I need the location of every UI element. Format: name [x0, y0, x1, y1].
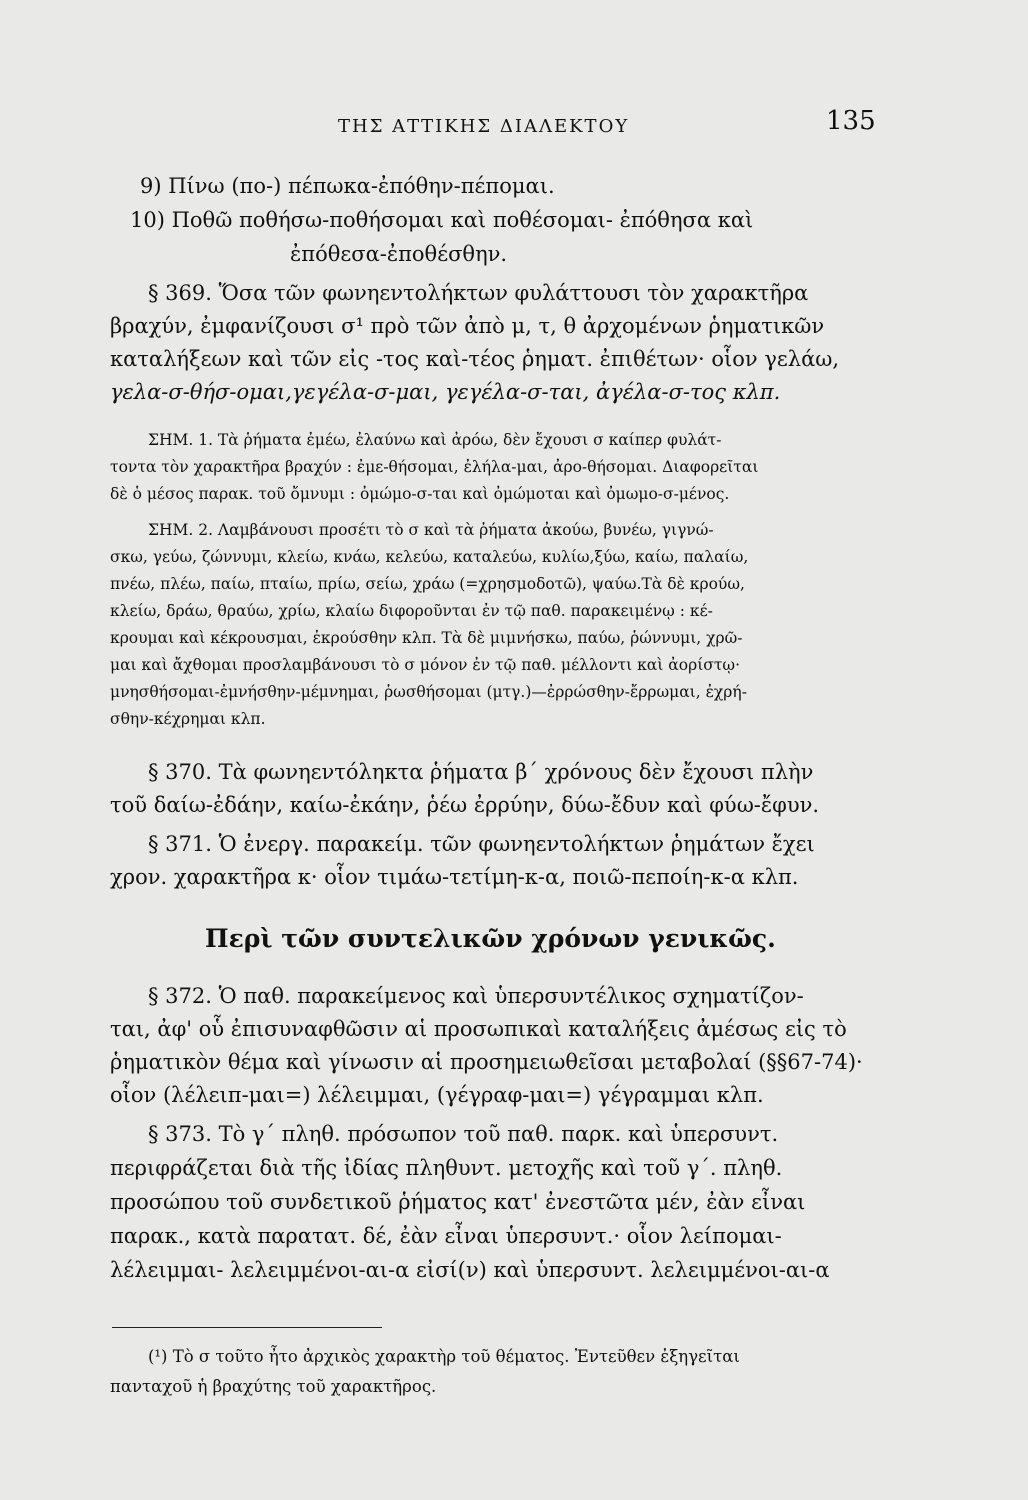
- text-line: βραχύν, ἐμφανίζουσι σ¹ πρὸ τῶν ἀπὸ μ, τ, θ ἀρχομένων ῥηματικῶν: [110, 314, 825, 338]
- page-header: [0, 106, 1028, 146]
- text-line: § 369. Ὅσα τῶν φωνηεντολήκτων φυλάττουσι τὸν χαρακτῆρα: [148, 281, 809, 305]
- text-line: σκω, γεύω, ζώννυμι, κλείω, κνάω, κελεύω, καταλεύω, κυλίω,ξύω, καίω, παλαίω,: [110, 548, 749, 566]
- section-heading: Περὶ τῶν συντελικῶν χρόνων γενικῶς.: [205, 924, 776, 953]
- text-line: χρον. χαρακτῆρα κ· οἷον τιμάω-τετίμη-κ-α, ποιῶ-πεποίη-κ-α κλπ.: [110, 865, 799, 889]
- verb-entry-9: 9) Πίνω (πο-) πέπωκα-ἐπόθην-πέπομαι.: [140, 174, 555, 198]
- text-line: πανταχοῦ ἡ βραχύτης τοῦ χαρακτῆρος.: [110, 1377, 437, 1396]
- text-line: προσώπου τοῦ συνδετικοῦ ῥήματος κατ' ἐνεστῶτα μέν, ἐὰν εἶναι: [110, 1190, 806, 1214]
- text-line: πνέω, πλέω, παίω, πταίω, πρίω, σείω, χράω (=χρησμοδοτῶ), ψαύω.Τὰ δὲ κρούω,: [110, 575, 745, 593]
- text-line: κρουμαι καὶ κέκρουσμαι, ἐκρούσθην κλπ. Τὰ δὲ μιμνήσκω, παύω, ῥώννυμι, χρῶ-: [110, 629, 743, 647]
- verb-entry-10: 10) Ποθῶ ποθήσω-ποθήσομαι καὶ ποθέσομαι- ἐπόθησα καὶ: [130, 208, 754, 232]
- footnote-rule: [112, 1327, 382, 1328]
- text-line: ῥηματικὸν θέμα καὶ γίνωσιν αἱ προσημειωθεῖσαι μεταβολαί (§§67-74)·: [110, 1050, 863, 1074]
- text-line: § 370. Τὰ φωνηεντόληκτα ῥήματα β΄ χρόνους δὲν ἔχουσι πλὴν: [148, 760, 814, 784]
- text-line: § 372. Ὁ παθ. παρακείμενος καὶ ὑπερσυντέλικος σχηματίζον-: [148, 984, 804, 1008]
- text-line: οἷον (λέλειπ-μαι=) λέλειμμαι, (γέγραφ-μαι=) γέγραμμαι κλπ.: [110, 1083, 764, 1107]
- page-number: 135: [826, 106, 876, 136]
- text-line: γελα-σ-θήσ-ομαι,γεγέλα-σ-μαι, γεγέλα-σ-ται, ἀγέλα-σ-τος κλπ.: [110, 380, 781, 404]
- text-line: κλείω, δράω, θραύω, χρίω, κλαίω διφοροῦνται ἐν τῷ παθ. παρακειμένῳ : κέ-: [110, 602, 713, 620]
- text-line: περιφράζεται διὰ τῆς ἰδίας πληθυντ. μετοχῆς καὶ τοῦ γ΄. πληθ.: [110, 1156, 783, 1180]
- text-line: καταλήξεων καὶ τῶν εἰς -τος καὶ-τέος ῥηματ. ἐπιθέτων· οἷον γελάω,: [110, 347, 840, 371]
- text-line: (¹) Τὸ σ τοῦτο ἦτο ἀρχικὸς χαρακτὴρ τοῦ θέματος. Ἐντεῦθεν ἐξηγεῖται: [148, 1347, 740, 1366]
- text-line: ται, ἀφ' οὗ ἐπισυναφθῶσιν αἱ προσωπικαὶ καταλήξεις ἀμέσως εἰς τὸ: [110, 1017, 847, 1041]
- text-line: λέλειμμαι- λελειμμένοι-αι-α εἰσί(ν) καὶ ὑπερσυντ. λελειμμένοι-αι-α: [110, 1258, 830, 1282]
- running-title: ΤΗΣ ΑΤΤΙΚΗΣ ΔΙΑΛΕΚΤΟΥ: [338, 116, 630, 137]
- text-line: τοῦ δαίω-ἐδάην, καίω-ἐκάην, ῥέω ἐρρύην, δύω-ἔδυν καὶ φύω-ἔφυν.: [110, 793, 820, 817]
- text-line: § 373. Τὸ γ΄ πληθ. πρόσωπον τοῦ παθ. παρκ. καὶ ὑπερσυντ.: [148, 1122, 779, 1146]
- text-line: δὲ ὁ μέσος παρακ. τοῦ ὄμνυμι : ὀμώμο-σ-ται καὶ ὀμώμοται καὶ ὀμωμο-σ-μένος.: [110, 485, 730, 503]
- text-line: μαι καὶ ἄχθομαι προσλαμβάνουσι τὸ σ μόνον ἐν τῷ παθ. μέλλοντι καὶ ἀορίστῳ·: [110, 656, 740, 674]
- text-line: παρακ., κατὰ παρατατ. δέ, ἐὰν εἶναι ὑπερσυντ.· οἷον λείπομαι-: [110, 1224, 782, 1248]
- text-line: μνησθήσομαι-ἐμνήσθην-μέμνημαι, ῥωσθήσομαι (μτγ.)—ἐρρώσθην-ἔρρωμαι, ἐχρή-: [110, 683, 747, 701]
- text-line: τοντα τὸν χαρακτῆρα βραχύν : ἐμε-θήσομαι, ἐλήλα-μαι, ἀρο-θήσομαι. Διαφορεῖται: [110, 458, 759, 476]
- text-line: σθην-κέχρημαι κλπ.: [110, 710, 266, 728]
- text-line: ΣΗΜ. 1. Τὰ ῥήματα ἐμέω, ἐλαύνω καὶ ἀρόω, δὲν ἔχουσι σ καίπερ φυλάτ-: [148, 431, 722, 449]
- text-line: § 371. Ὁ ἐνεργ. παρακείμ. τῶν φωνηεντολήκτων ῥημάτων ἔχει: [148, 832, 815, 856]
- verb-entry-10-cont: ἐπόθεσα-ἐποθέσθην.: [290, 242, 508, 266]
- text-line: ΣΗΜ. 2. Λαμβάνουσι προσέτι τὸ σ καὶ τὰ ῥήματα ἀκούω, βυνέω, γιγνώ-: [148, 521, 714, 539]
